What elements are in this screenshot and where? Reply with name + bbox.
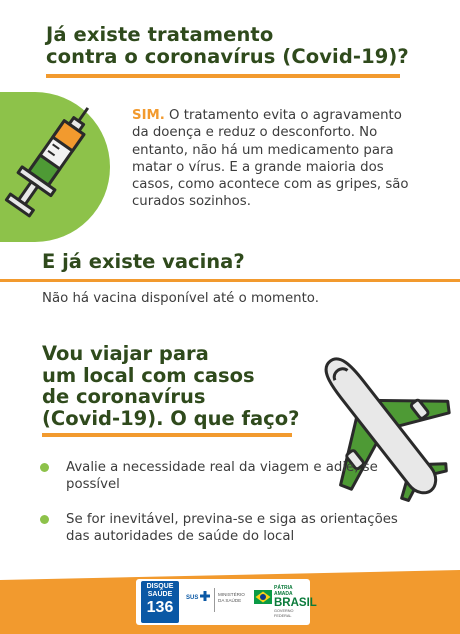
vaccine-answer: Não há vacina disponível até o momento. bbox=[42, 291, 319, 306]
treatment-answer-text: O tratamento evita o agravamento da doença e reduz o desconforto. No entanto, não há um medicamento para matar o vírus. E a grande maioria dos casos, como acontece com as gripes, são curados sozinhos. bbox=[132, 108, 409, 210]
syringe-icon bbox=[0, 92, 100, 232]
disque-saude-number: 136 bbox=[146, 599, 174, 616]
flag-icon bbox=[254, 590, 272, 604]
treatment-question-line-1: Já existe tratamento bbox=[46, 23, 274, 46]
travel-bullet-1 bbox=[40, 459, 420, 494]
treatment-answer bbox=[132, 107, 412, 211]
brasil-gov-logo bbox=[274, 585, 317, 619]
travel-question-line-1: Vou viajar para bbox=[42, 342, 209, 365]
travel-bullet-2 bbox=[40, 511, 420, 546]
vaccine-divider bbox=[0, 279, 460, 282]
answer-yes-label: SIM. bbox=[132, 108, 165, 123]
travel-question-line-3: de coronavírus bbox=[42, 385, 206, 408]
ministerio-saude-label: MINISTÉRIO DA SAÚDE bbox=[218, 592, 245, 603]
travel-bullet-1-text: Avalie a necessidade real da viagem e adie, se possível bbox=[66, 460, 378, 493]
travel-question-line-4: (Covid-19). O que faço? bbox=[42, 406, 300, 430]
travel-question bbox=[42, 343, 312, 429]
logo-separator bbox=[214, 588, 215, 612]
sus-logo: SUS bbox=[186, 595, 199, 601]
treatment-question-line-2: contra o coronavírus (Covid-19)? bbox=[46, 45, 409, 68]
disque-saude-logo bbox=[141, 581, 179, 623]
travel-question-line-2: um local com casos bbox=[42, 363, 255, 387]
brasil-wordmark: BRASIL bbox=[274, 597, 317, 609]
plus-icon bbox=[200, 591, 210, 601]
bullet-dot bbox=[40, 463, 49, 472]
brasil-subtitle: GOVERNO FEDERAL bbox=[274, 609, 294, 618]
bullet-dot bbox=[40, 515, 49, 524]
disque-saude-label: DISQUE SAÚDE bbox=[146, 583, 174, 598]
travel-divider bbox=[42, 433, 292, 437]
brasil-tagline: PÁTRIA AMADA bbox=[274, 585, 293, 597]
treatment-question bbox=[46, 24, 416, 68]
travel-bullet-2-text: Se for inevitável, previna-se e siga as orientações das autoridades de saúde do local bbox=[66, 512, 398, 545]
treatment-divider bbox=[46, 74, 400, 78]
vaccine-question: E já existe vacina? bbox=[42, 250, 245, 273]
